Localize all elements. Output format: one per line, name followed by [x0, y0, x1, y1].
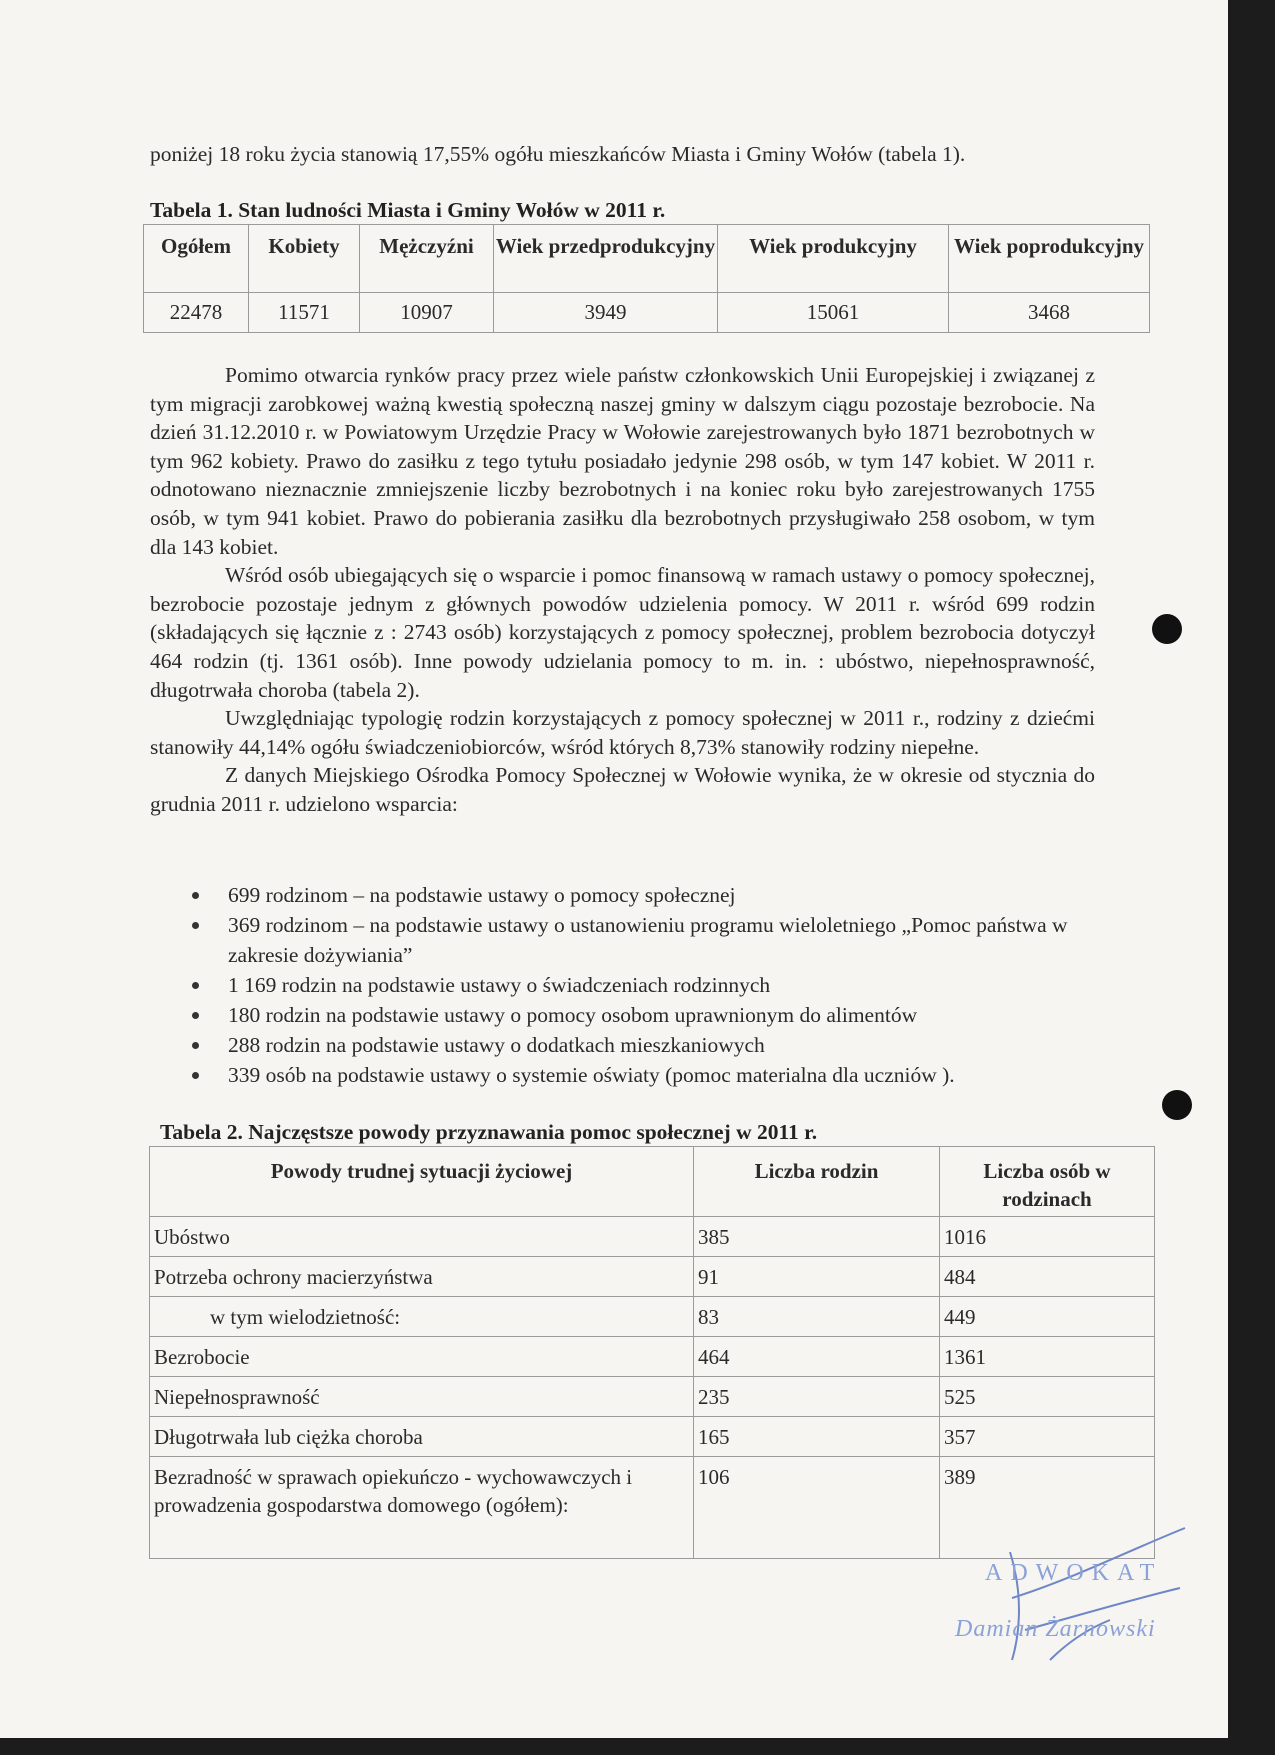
cell-families: 83 — [694, 1297, 940, 1337]
table-row — [150, 1297, 1155, 1337]
paragraph: Z danych Miejskiego Ośrodka Pomocy Społecznej w Wołowie wynika, że w okresie od stycznia do grudnia 2011 r. udzielono wsparcia: — [150, 763, 1095, 816]
cell-persons: 357 — [940, 1417, 1155, 1457]
cell-preworking-age: 3949 — [494, 293, 718, 333]
bullet-icon — [192, 982, 199, 989]
cell-families: 165 — [694, 1417, 940, 1457]
header-preworking-age: Wiek przedprodukcyjny — [494, 225, 718, 293]
table1-caption: Tabela 1. Stan ludności Miasta i Gminy Wołów w 2011 r. — [150, 198, 666, 222]
body-text — [150, 361, 1095, 819]
cell-families: 385 — [694, 1217, 940, 1257]
paragraph: Wśród osób ubiegających się o wsparcie i pomoc finansową w ramach ustawy o pomocy społecznej, bezrobocie pozostaje jednym z głównych powodów udzielenia pomocy. W 2011 r. wśród 699 rodzin (składających się łącznie z : 2743 osób) korzystających z pomocy społecznej, problem bezrobocia dotyczył 464 rodzin (tj. 1361 osób). Inne powody udzielania pomocy to m. in. : ubóstwo, niepełnosprawność, długotrwała choroba (tabela 2). — [150, 563, 1095, 702]
cell-working-age: 15061 — [718, 293, 949, 333]
punch-hole-icon — [1162, 1090, 1192, 1120]
list-item — [180, 880, 1085, 910]
list-item — [180, 970, 1085, 1000]
table-row — [150, 1257, 1155, 1297]
cell-reason: Bezradność w sprawach opiekuńczo - wychowawczych i prowadzenia gospodarstwa domowego (ogółem): — [150, 1457, 694, 1559]
cell-total: 22478 — [144, 293, 249, 333]
list-item — [180, 1000, 1085, 1030]
list-item-text: 369 rodzinom – na podstawie ustawy o ustanowieniu programu wieloletniego „Pomoc państwa w zakresie dożywiania” — [228, 913, 1068, 967]
bullet-icon — [192, 892, 199, 899]
bullet-icon — [192, 1042, 199, 1049]
population-table — [143, 224, 1150, 333]
header-total: Ogółem — [144, 225, 249, 293]
header-reason: Powody trudnej sytuacji życiowej — [150, 1147, 694, 1217]
cell-persons: 449 — [940, 1297, 1155, 1337]
signature-icon — [980, 1520, 1200, 1670]
cell-families: 91 — [694, 1257, 940, 1297]
punch-hole-icon — [1152, 614, 1182, 644]
cell-reason: w tym wielodzietność: — [150, 1297, 694, 1337]
cell-persons: 484 — [940, 1257, 1155, 1297]
cell-reason: Bezrobocie — [150, 1337, 694, 1377]
table-row — [150, 1377, 1155, 1417]
list-item-text: 1 169 rodzin na podstawie ustawy o świadczeniach rodzinnych — [228, 973, 771, 997]
cell-families: 235 — [694, 1377, 940, 1417]
table-header-row — [150, 1147, 1155, 1217]
cell-reason: Ubóstwo — [150, 1217, 694, 1257]
stamp-title: ADWOKAT — [985, 1560, 1163, 1586]
list-item — [180, 1060, 1085, 1090]
header-postworking-age: Wiek poprodukcyjny — [949, 225, 1150, 293]
paragraph: Uwzględniając typologię rodzin korzystających z pomocy społecznej w 2011 r., rodziny z dziećmi stanowiły 44,14% ogółu świadczeniobiorców, wśród których 8,73% stanowiły rodziny niepełne. — [150, 706, 1095, 759]
table-header-row — [144, 225, 1150, 293]
cell-reason: Potrzeba ochrony macierzyństwa — [150, 1257, 694, 1297]
bullet-icon — [192, 1072, 199, 1079]
cell-persons: 1016 — [940, 1217, 1155, 1257]
cell-women: 11571 — [249, 293, 360, 333]
list-item-text: 288 rodzin na podstawie ustawy o dodatkach mieszkaniowych — [228, 1033, 765, 1057]
cell-persons: 1361 — [940, 1337, 1155, 1377]
stamp-name: Damian Żarnowski — [955, 1616, 1156, 1642]
cell-men: 10907 — [360, 293, 494, 333]
cell-persons: 525 — [940, 1377, 1155, 1417]
list-item — [180, 1030, 1085, 1060]
bullet-icon — [192, 922, 199, 929]
cell-reason: Niepełnosprawność — [150, 1377, 694, 1417]
support-list — [180, 880, 1085, 1090]
table-row — [150, 1417, 1155, 1457]
bullet-icon — [192, 1012, 199, 1019]
cell-persons: 389 — [940, 1457, 1155, 1559]
intro-text: poniżej 18 roku życia stanowią 17,55% ogółu mieszkańców Miasta i Gminy Wołów (tabela 1). — [150, 142, 966, 166]
list-item — [180, 910, 1085, 970]
header-men: Mężczyźni — [360, 225, 494, 293]
paragraph: Pomimo otwarcia rynków pracy przez wiele państw członkowskich Unii Europejskiej i związanej z tym migracji zarobkowej ważną kwestią społeczną naszej gminy w dalszym ciągu pozostaje bezrobocie. Na dzień 31.12.2010 r. w Powiatowym Urzędzie Pracy w Wołowie zarejestrowanych było 1871 bezrobotnych w tym 962 kobiety. Prawo do zasiłku z tego tytułu posiadało jedynie 298 osób, w tym 147 kobiet. W 2011 r. odnotowano nieznacznie zmniejszenie liczby bezrobotnych i na koniec roku było zarejestrowanych 1755 osób, w tym 941 kobiet. Prawo do pobierania zasiłku dla bezrobotnych przysługiwało 258 osobom, w tym dla 143 kobiet. — [150, 363, 1095, 559]
header-persons: Liczba osób w rodzinach — [940, 1147, 1155, 1217]
table-row — [144, 293, 1150, 333]
cell-reason: Długotrwała lub ciężka choroba — [150, 1417, 694, 1457]
list-item-text: 339 osób na podstawie ustawy o systemie oświaty (pomoc materialna dla uczniów ). — [228, 1063, 955, 1087]
list-item-text: 180 rodzin na podstawie ustawy o pomocy osobom uprawnionym do alimentów — [228, 1003, 918, 1027]
header-working-age: Wiek produkcyjny — [718, 225, 949, 293]
table-row — [150, 1337, 1155, 1377]
header-families: Liczba rodzin — [694, 1147, 940, 1217]
list-item-text: 699 rodzinom – na podstawie ustawy o pomocy społecznej — [228, 883, 736, 907]
header-women: Kobiety — [249, 225, 360, 293]
cell-postworking-age: 3468 — [949, 293, 1150, 333]
cell-families: 464 — [694, 1337, 940, 1377]
table-row — [150, 1217, 1155, 1257]
reasons-table — [149, 1146, 1155, 1559]
cell-families: 106 — [694, 1457, 940, 1559]
table2-caption: Tabela 2. Najczęstsze powody przyznawania pomoc społecznej w 2011 r. — [160, 1120, 818, 1144]
